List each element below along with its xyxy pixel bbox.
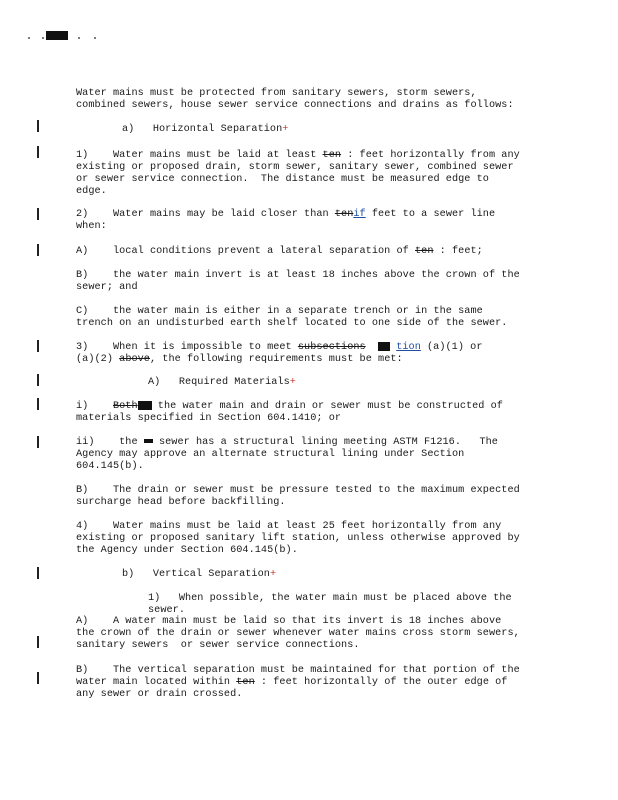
item-2 — [76, 209, 546, 233]
text-run: feet to a sewer line when: — [76, 209, 496, 232]
heading-horizontal-separation — [122, 124, 542, 136]
revision-mark: + — [269, 569, 277, 580]
text-run: ii) the — [76, 437, 144, 448]
item-B: B) the water main invert is at least 18 inches above the crown of the sewer; and — [76, 270, 520, 293]
change-bar — [37, 636, 39, 648]
change-bar — [37, 146, 39, 158]
text-run: 2) Water mains may be laid closer than — [76, 209, 335, 220]
text-run: 1) Water mains must be laid at least — [76, 150, 323, 161]
inserted-text: if — [353, 209, 366, 220]
change-bar — [37, 567, 39, 579]
change-bar — [37, 340, 39, 352]
item-vB — [76, 665, 546, 701]
redaction-block — [46, 31, 68, 40]
change-bar — [37, 244, 39, 256]
text-run: : feet; — [433, 246, 483, 257]
revision-mark: + — [282, 124, 289, 135]
change-bar — [37, 398, 39, 410]
struck-text: ten — [334, 209, 354, 220]
text-run: 3) When it is impossible to meet — [76, 342, 298, 354]
item-ii — [76, 437, 546, 473]
redaction-block — [378, 342, 390, 351]
text-run: i) — [76, 401, 113, 413]
text-run — [366, 342, 378, 353]
heading-vertical-separation — [122, 569, 542, 581]
item-v1: 1) When possible, the water main must be placed above the sewer. — [148, 593, 518, 616]
heading-text: a) Horizontal Separation — [122, 124, 283, 135]
text-run: : feet horizontally from any existing or proposed drain, storm sewer, sanitary sewer, combined sewer or sewer service connection. The distance must be measured edge to edge. — [76, 150, 520, 197]
struck-text: ten — [236, 677, 255, 688]
change-bar — [37, 436, 39, 448]
redaction-block — [144, 439, 153, 443]
revision-mark: + — [289, 377, 296, 388]
text-run: B) The vertical separation must be maintained for that portion of the water main located within — [76, 665, 520, 688]
item-1 — [76, 150, 546, 198]
change-bar — [37, 120, 39, 132]
redaction-block — [138, 401, 152, 410]
heading-text: A) Required Materials — [148, 377, 290, 388]
item-i — [76, 401, 546, 425]
struck-text: above — [119, 354, 150, 366]
text-run: the water main and drain or sewer must be constructed of materials specified in Section 604.1410; or — [76, 401, 503, 425]
header-mark — [26, 28, 96, 42]
change-bar — [37, 374, 39, 386]
item-A — [76, 246, 546, 258]
item-B2: B) The drain or sewer must be pressure tested to the maximum expected surcharge head before backfilling. — [76, 485, 520, 508]
inserted-text: tion — [396, 342, 421, 354]
item-vA: A) A water main must be laid so that its invert is 18 inches above the crown of the drain or sewer whenever water mains cross storm sewers, sanitary sewers or sewer service connections. — [76, 616, 520, 651]
text-run: A) local conditions prevent a lateral separation of — [76, 246, 415, 257]
heading-required-materials — [148, 377, 548, 389]
item-4: 4) Water mains must be laid at least 25 feet horizontally from any existing or proposed sanitary lift station, unless otherwise approved by the Agency under Section 604.145(b). — [76, 521, 520, 556]
struck-text: ten — [322, 150, 342, 161]
text-run: sewer has a structural lining meeting ASTM F1216. The Agency may approve an alternate structural lining under Section 604.145(b). — [76, 437, 498, 472]
struck-text: ten — [415, 246, 434, 257]
text-run: , the following requirements must be met: — [149, 354, 403, 366]
item-C: C) the water main is either in a separate trench or in the same trench on an undisturbed earth shelf located to one side of the sewer. — [76, 306, 508, 329]
struck-text: Both — [112, 401, 138, 413]
struck-text: subsections — [297, 342, 366, 354]
change-bar — [37, 672, 39, 684]
intro-paragraph: Water mains must be protected from sanitary sewers, storm sewers, combined sewers, house sewer service connections and drains as follows: — [76, 88, 514, 111]
item-3 — [76, 342, 546, 366]
change-bar — [37, 208, 39, 220]
text-run: (a)(1) or (a)(2) — [76, 342, 483, 366]
heading-text: b) Vertical Separation — [122, 569, 270, 580]
text-run: : feet horizontally of the outer edge of any sewer or drain crossed. — [76, 677, 508, 700]
